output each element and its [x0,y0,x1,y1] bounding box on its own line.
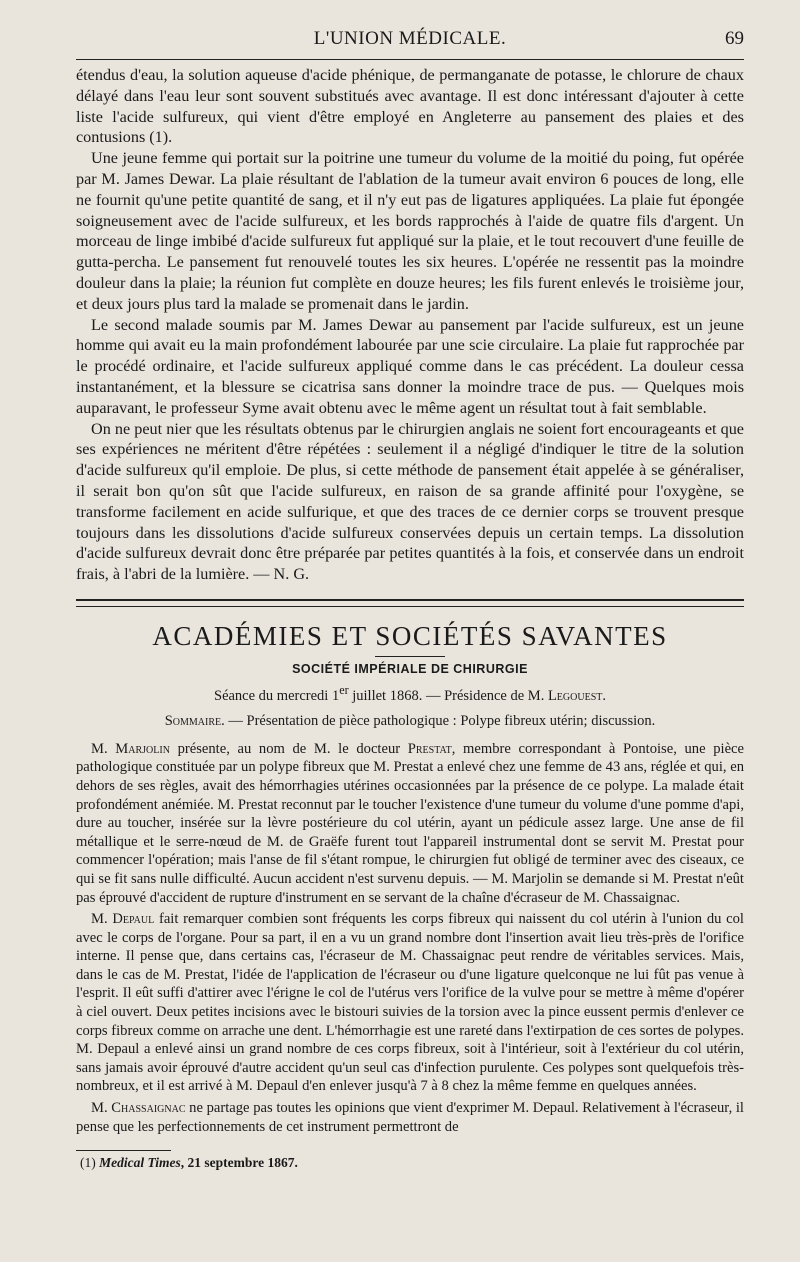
session-president: Legouest [547,687,603,704]
session-date: Séance du mercredi 1 [214,687,340,704]
section-title: ACADÉMIES ET SOCIÉTÉS SAVANTES [152,620,668,651]
session-presidency: juillet 1868. — Présidence de M. [348,687,548,704]
footnote-marker: (1) [80,1155,100,1171]
summary-line [76,713,744,730]
footnote-date: , 21 septembre 1867. [180,1155,298,1171]
session-date-sup: er [339,682,349,697]
summary-text: — Présentation de pièce pathologique : Polype fibreux utérin; discussion. [224,712,656,729]
proceedings-paragraph [76,1099,744,1136]
header-rule [76,59,744,60]
speaker-name: Depaul [112,911,155,928]
footnote-rule [76,1150,171,1151]
speaker-prefix: M. [91,740,116,757]
speaker-name: Marjolin [115,740,170,757]
proceedings-paragraph [76,910,744,1096]
title-rule [375,656,445,657]
section-divider [76,599,744,607]
session-end: . [602,687,606,704]
speaker-name: Chassaignac [111,1100,186,1117]
journal-title: L'UNION MÉDICALE. [313,28,507,49]
paragraph-text: présente, au nom de M. le docteur [169,740,408,757]
article-body [76,65,744,585]
proceedings-body [76,740,744,1136]
page-number: 69 [725,28,744,49]
society-name: SOCIÉTÉ IMPÉRIALE DE CHIRURGIE [292,661,528,676]
article-paragraph: Une jeune femme qui portait sur la poitrine une tumeur du volume de la moitié du poing, fut opérée par M. James Dewar. La plaie résultant de l'ablation de la tumeur avait environ 6 pouces de long, elle ne fournit qu'une petite quantité de sang, et il n'y eut pas de ligatures appliquées. La plaie fut épongée soigneusement avec de l'acide sulfureux, et les bords rapprochés à l'aide de quatre fils d'argent. Un morceau de linge imbibé d'acide sulfureux fut appliqué sur la plaie, et le tout recouvert d'une feuille de gutta-percha. Le pansement fut renouvelé toutes les six heures. L'opérée ne ressentit pas la moindre douleur dans la plaie; la réunion fut complète en douze heures; les fils furent enlevés le troisième jour, et deux jours plus tard la malade se promenait dans le jardin. [76,149,744,313]
running-head [76,0,744,50]
article-paragraph: Le second malade soumis par M. James Dewar au pansement par l'acide sulfureux, est un jeune homme qui avait eu la main profondément labourée par une scie circulaire. La plaie fut rapprochée par le procédé ordinaire, et l'acide sulfureux appliqué comme dans le cas précédent. La douleur cessa instantanément, et la blessure se cicatrisa sans donner la moindre trace de pus. — Quelques mois auparavant, le professeur Syme avait obtenu avec le même agent un résultat tout à fait semblable. [76,315,744,417]
proceedings-paragraph [76,740,744,907]
session-line [76,683,744,705]
article-paragraph: On ne peut nier que les résultats obtenus par le chirurgien anglais ne soient fort encourageants et que ses expériences ne méritent d'être répétées : seulement il a négligé d'indiquer le titre de la solution d'acide sulfureux qu'il emploie. De plus, si cette méthode de pansement était appelée à se généraliser, il serait bon qu'on sût que l'acide sulfureux, en raison de sa grande affinité pour l'oxygène, se transforme facilement en acide sulfurique, et que des traces de ce dernier corps se trouvent presque toujours dans les dissolutions d'acide sulfureux conservées depuis un certain temps. La dissolution d'acide sulfureux devrait donc être préparée par petites quantités à la fois, et conservée dans un endroit frais, à l'abri de la lumière. — N. G. [76,419,744,584]
speaker-prefix: M. [91,1100,112,1117]
speaker-prefix: M. [91,911,113,928]
footnote-source: Medical Times [99,1155,181,1171]
article-paragraph: étendus d'eau, la solution aqueuse d'acide phénique, de permanganate de potasse, le chlorure de chaux délayé dans l'eau leur sont souvent substitués avec avantage. Il est donc intéressant d'ajouter à cette liste l'acide sulfureux, qui vient d'être employé en Angleterre au pansement des plaies et des contusions (1). [76,66,744,147]
footnote [76,1155,744,1171]
paragraph-text: , membre correspondant à Pontoise, une pièce pathologique constituée par un polype fibreux que M. Prestat a enlevé chez une femme de 43 ans, réglée et qui, en dehors de ses règles, avait des hémorrhagies utérines occasionnées par la présence de ce polype. La malade était profondément anémiée. M. Prestat reconnut par le toucher l'existence d'une tumeur du volume d'une pomme d'api, dure au toucher, insérée sur la lèvre postérieure du col utérin, ayant un pédicule assez large. Une anse de fil métallique et le serre-nœud de M. de Graëfe furent tout l'appareil instrumental dont se servit M. Prestat pour commencer l'opération; mais l'anse de fil s'étant rompue, le chirurgien fut obligé de terminer avec des ciseaux, ce qui se fit sans nulle difficulté. Aucun accident n'est survenu depuis. — M. Marjolin se demande si M. Prestat n'eût pas éprouvé d'accident de rupture d'instrument en se servant de la chaîne d'écraseur de M. Chassaignac. [76,740,745,906]
paragraph-text: ne partage pas toutes les opinions que vient d'exprimer M. Depaul. Relativement à l'écraseur, il pense que les perfectionnements de cet instrument permettront de [76,1100,744,1135]
summary-label: Sommaire. [164,712,225,729]
paragraph-text: fait remarquer combien sont fréquents les corps fibreux qui naissent du col utérin à l'union du col avec le corps de l'organe. Pour sa part, il en a vu un grand nombre dont l'insertion avait lieu très-près de l'orifice interne. Il pense que, dans certains cas, l'écraseur de M. Chassaignac peut rendre de véritables services. Mais, dans le cas de M. Prestat, l'idée de l'application de l'écraseur ou d'une ligature quelconque ne lui fût pas venue à l'esprit. Il eût suffi d'attirer avec l'érigne le col de l'utérus vers l'orifice de la vulve pour se mettre à même d'opérer à ciel ouvert. Deux petites incisions avec le bistouri suivies de la torsion avec la pince eussent permis d'enlever ce corps fibreux comme on arrache une dent. L'hémorrhagie est une rareté dans l'extirpation de ces sortes de polypes. M. Depaul a enlevé ainsi un grand nombre de ces corps fibreux, soit à l'intérieur, soit à l'extérieur du col utérin, sans jamais avoir éprouvé d'autre accident qu'un seul cas d'infection purulente. Ces polypes sont quelquefois très-nombreux, et il est arrivé à M. Depaul d'en enlever jusqu'à 7 à 8 chez la même femme en quelques années. [76,911,744,1095]
person-name: Prestat [407,740,452,757]
